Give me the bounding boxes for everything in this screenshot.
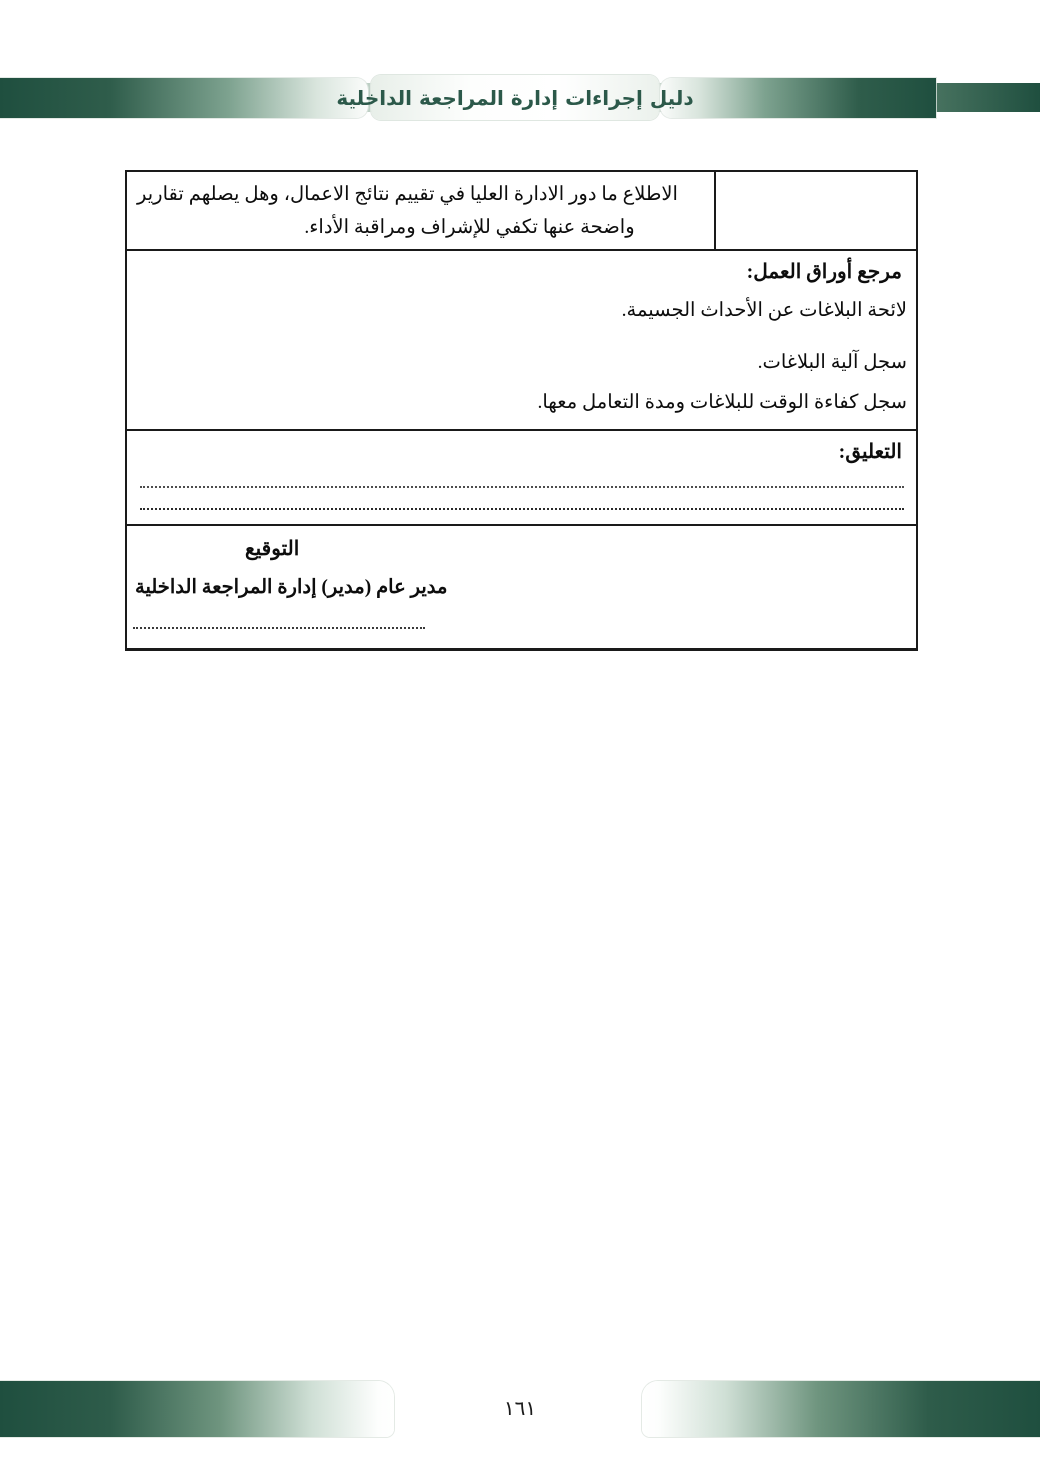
workpapers-item: سجل كفاءة الوقت للبلاغات ومدة التعامل معها.: [537, 392, 907, 413]
workpapers-item: لائحة البلاغات عن الأحداث الجسيمة.: [621, 300, 907, 321]
audit-form-table: [125, 170, 918, 651]
question-row: [127, 172, 916, 249]
signature-role: مدير عام (مدير) إدارة المراجعة الداخلية: [135, 577, 448, 598]
question-text-line2: واضحة عنها تكفي للإشراف ومراقبة الأداء.: [304, 217, 635, 238]
workpapers-section: [127, 249, 916, 429]
question-text-line1: الاطلاع ما دور الادارة العليا في تقييم نتائج الاعمال، وهل يصلهم تقارير: [137, 184, 678, 205]
comment-fill-line: [140, 486, 904, 488]
comment-title: التعليق:: [838, 441, 902, 463]
header-left-ribbon: [0, 78, 368, 118]
comment-section: [127, 429, 916, 524]
header-right-ribbon: [660, 78, 936, 118]
signature-line: [133, 627, 425, 629]
page-title: دليل إجراءات إدارة المراجعة الداخلية: [336, 85, 694, 110]
signature-title: التوقيع: [245, 538, 300, 560]
answer-cell-empty: [714, 172, 916, 249]
workpapers-item: سجل آلية البلاغات.: [757, 352, 907, 373]
workpapers-title: مرجع أوراق العمل:: [746, 261, 902, 283]
question-cell: [127, 172, 714, 249]
signature-section: [127, 524, 916, 648]
header-title-tab: [336, 75, 694, 120]
page-number: ١٦١: [503, 1398, 537, 1420]
header-banner: [0, 75, 1040, 121]
comment-fill-line: [140, 508, 904, 510]
